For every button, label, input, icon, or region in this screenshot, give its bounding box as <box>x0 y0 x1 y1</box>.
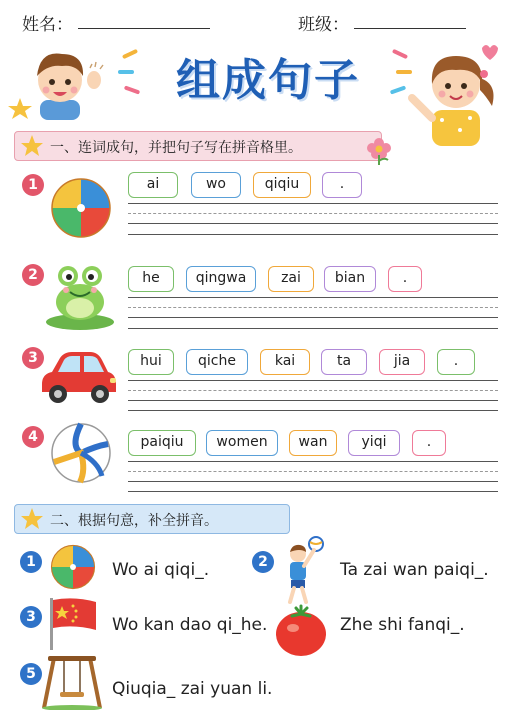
red-car-icon <box>36 348 120 406</box>
item-number-badge: 3 <box>22 347 44 369</box>
word-card[interactable]: qingwa <box>186 266 256 292</box>
girl-pointing-illustration <box>402 40 506 150</box>
section1-heading: 一、连词成句，并把句子写在拼音格里。 <box>50 140 302 156</box>
flower-icon <box>364 135 394 165</box>
word-card[interactable]: wan <box>289 430 337 456</box>
item-number-badge: 4 <box>22 426 44 448</box>
word-card[interactable]: bian <box>324 266 376 292</box>
class-blank-line[interactable] <box>354 28 466 29</box>
writing-line[interactable] <box>128 400 498 401</box>
word-card[interactable]: wo <box>191 172 241 198</box>
item-number-badge: 2 <box>252 551 274 573</box>
swing-icon <box>40 654 104 710</box>
writing-line[interactable] <box>128 491 498 492</box>
word-card[interactable]: jia <box>379 349 425 375</box>
item-number-badge: 2 <box>22 264 44 286</box>
heart-icon <box>482 45 498 60</box>
word-card[interactable]: women <box>206 430 278 456</box>
word-card[interactable]: he <box>128 266 174 292</box>
fill-in-sentence[interactable]: Wo kan dao qi_he. <box>112 615 268 635</box>
star-icon <box>20 507 44 531</box>
word-card[interactable]: hui <box>128 349 174 375</box>
writing-line[interactable] <box>128 410 498 411</box>
writing-guide-line <box>128 390 498 391</box>
frog-icon <box>44 258 116 330</box>
fill-in-sentence[interactable]: Ta zai wan paiqi_. <box>340 560 489 580</box>
writing-line[interactable] <box>128 317 498 318</box>
page-title: 组成句子 <box>176 55 360 106</box>
item-number-badge: 1 <box>20 551 42 573</box>
name-label: 姓名： <box>22 15 73 35</box>
class-label: 班级： <box>298 15 349 35</box>
writing-line[interactable] <box>128 461 498 462</box>
writing-line[interactable] <box>128 380 498 381</box>
tomato-icon <box>274 604 328 658</box>
beach-ball-icon <box>50 544 96 590</box>
volleyball-icon <box>50 422 112 484</box>
decor-dash <box>124 85 140 94</box>
word-card[interactable]: ta <box>321 349 367 375</box>
fill-in-sentence[interactable]: Wo ai qiqi_. <box>112 560 210 580</box>
section2-heading: 二、根据句意，补全拼音。 <box>50 513 218 529</box>
word-card[interactable]: kai <box>260 349 310 375</box>
decor-dash <box>122 49 138 59</box>
word-card[interactable]: yiqi <box>348 430 400 456</box>
red-flag-icon <box>46 596 100 650</box>
word-card[interactable]: qiche <box>186 349 248 375</box>
item-number-badge: 5 <box>20 663 42 685</box>
word-card[interactable]: zai <box>268 266 314 292</box>
item-number-badge: 3 <box>20 606 42 628</box>
word-card[interactable]: . <box>322 172 362 198</box>
writing-line[interactable] <box>128 481 498 482</box>
writing-line[interactable] <box>128 297 498 298</box>
item-number-badge: 1 <box>22 174 44 196</box>
writing-line[interactable] <box>128 203 498 204</box>
writing-line[interactable] <box>128 328 498 329</box>
boy-playing-volleyball-icon <box>274 536 330 606</box>
writing-guide-line <box>128 213 498 214</box>
writing-line[interactable] <box>128 223 498 224</box>
fill-in-sentence[interactable]: Zhe shi fanqi_. <box>340 615 465 635</box>
name-blank-line[interactable] <box>78 28 210 29</box>
writing-guide-line <box>128 471 498 472</box>
fill-in-sentence[interactable]: Qiuqia_ zai yuan li. <box>112 679 273 699</box>
writing-line[interactable] <box>128 234 498 235</box>
writing-guide-line <box>128 307 498 308</box>
word-card[interactable]: ai <box>128 172 178 198</box>
word-card[interactable]: qiqiu <box>253 172 311 198</box>
boy-waving-illustration <box>6 40 116 120</box>
beach-ball-icon <box>50 177 112 239</box>
decor-dash <box>118 70 134 74</box>
word-card[interactable]: . <box>412 430 446 456</box>
star-icon <box>20 134 44 158</box>
word-card[interactable]: . <box>388 266 422 292</box>
word-card[interactable]: paiqiu <box>128 430 196 456</box>
star-icon <box>8 98 32 119</box>
word-card[interactable]: . <box>437 349 475 375</box>
